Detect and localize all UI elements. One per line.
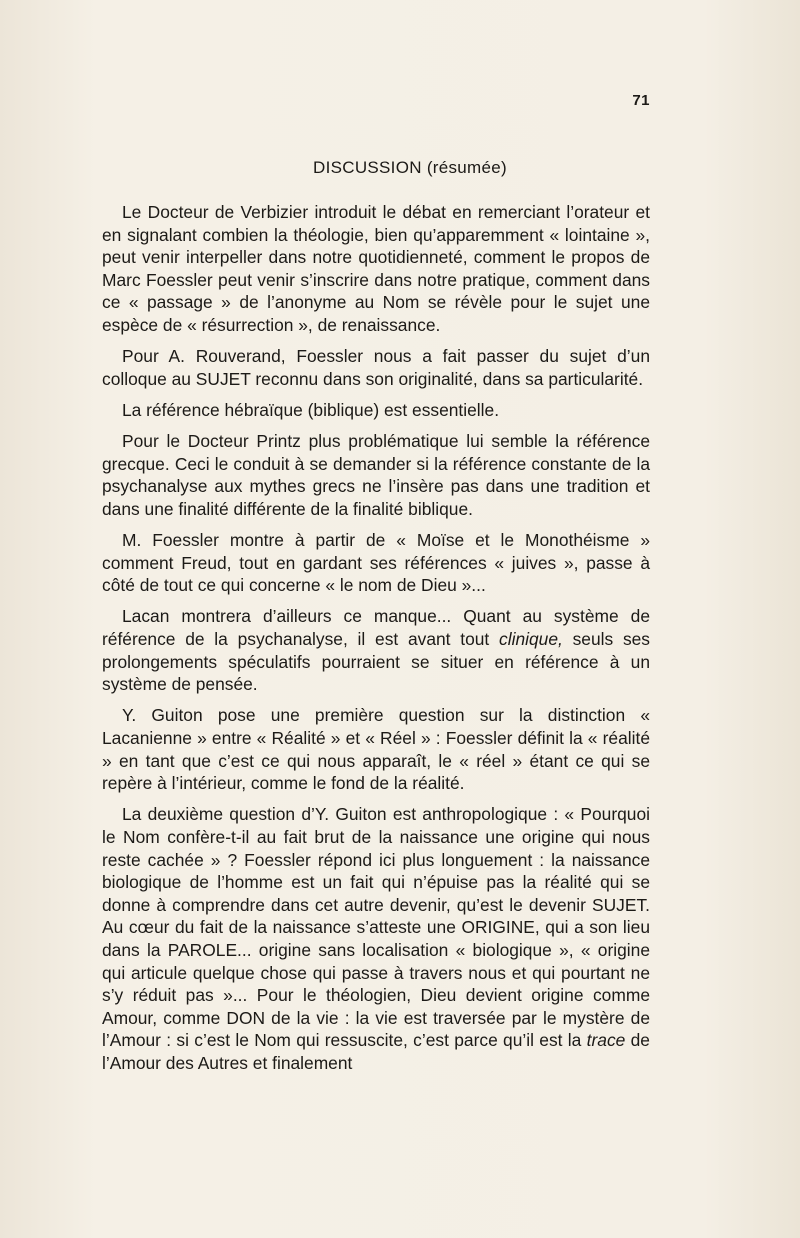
page-number: 71: [632, 92, 650, 109]
paragraph-guiton-first-question: Y. Guiton pose une première question sur la distinction « Lacanienne » entre « Réalité » et « Réel » : Foessler définit la « réalité » en tant que c’est ce qui nous apparaît, le « réel » étant ce qui se repère à l’intérieur, comme le fond de la réalité.: [102, 705, 650, 794]
emphasis-trace: trace: [586, 1030, 626, 1051]
paragraph-foessler-moise: M. Foessler montre à partir de « Moïse et le Monothéisme » comment Freud, tout en gardant ses références « juives », passe à côté de tout ce qui concerne « le nom de Dieu »...: [102, 530, 650, 596]
paragraph-verbizier: Le Docteur de Verbizier introduit le débat en remerciant l’orateur et en signalant combien la théologie, bien qu’apparemment « lointaine », peut venir interpeller dans notre quotidienneté, comment le propos de Marc Foessler peut venir s’inscrire dans notre pratique, comment dans ce « passage » de l’anonyme au Nom se révèle pour le sujet une espèce de « résurrection », de renaissance.: [102, 202, 650, 335]
section-heading: DISCUSSION (résumée): [313, 158, 507, 177]
paragraph-rouverand: Pour A. Rouverand, Foessler nous a fait passer du sujet d’un colloque au SUJET reconnu dans son originalité, dans sa particularité.: [102, 346, 650, 389]
paragraph-hebraic-reference: La référence hébraïque (biblique) est essentielle.: [122, 399, 500, 420]
emphasis-clinique: clinique,: [499, 629, 563, 650]
paragraph-printz: Pour le Docteur Printz plus problématique lui semble la référence grecque. Ceci le conduit à se demander si la référence constante de la psychanalyse aux mythes grecs ne l’insère pas dans une tradition et dans une finalité différente de la finalité biblique.: [102, 431, 650, 519]
paragraph-guiton-second-question: La deuxième question d’Y. Guiton est anthropologique : « Pourquoi le Nom confère-t-il au fait brut de la naissance une origine qui nous reste cachée » ? Foessler répond ici plus longuement : la naissance biologique de l’homme est un fait qui n’épuise pas la réalité qui se donne à comprendre dans cet autre devenir, qu’est le devenir SUJET. Au cœur du fait de la naissance s’atteste une ORIGINE, qui a son lieu dans la PAROLE... origine sans localisation « biologique », « origine qui articule quelque chose qui passe à travers nous et qui pourtant ne s’y réduit pas »... Pour le théologien, Dieu devient origine comme Amour, comme DON de la vie : la vie est traversée par le mystère de l’Amour : si c’est le Nom qui ressuscite, c’est parce qu’il est la trace de l’Amour des Autres et finalement: [102, 804, 650, 1073]
body-text: [102, 201, 650, 1083]
paragraph-lacan: Lacan montrera d’ailleurs ce manque... Quant au système de référence de la psychanalyse, il est avant tout clinique, seuls ses prolongements spéculatifs pourraient se situer en référence à un système de pensée.: [102, 606, 651, 695]
